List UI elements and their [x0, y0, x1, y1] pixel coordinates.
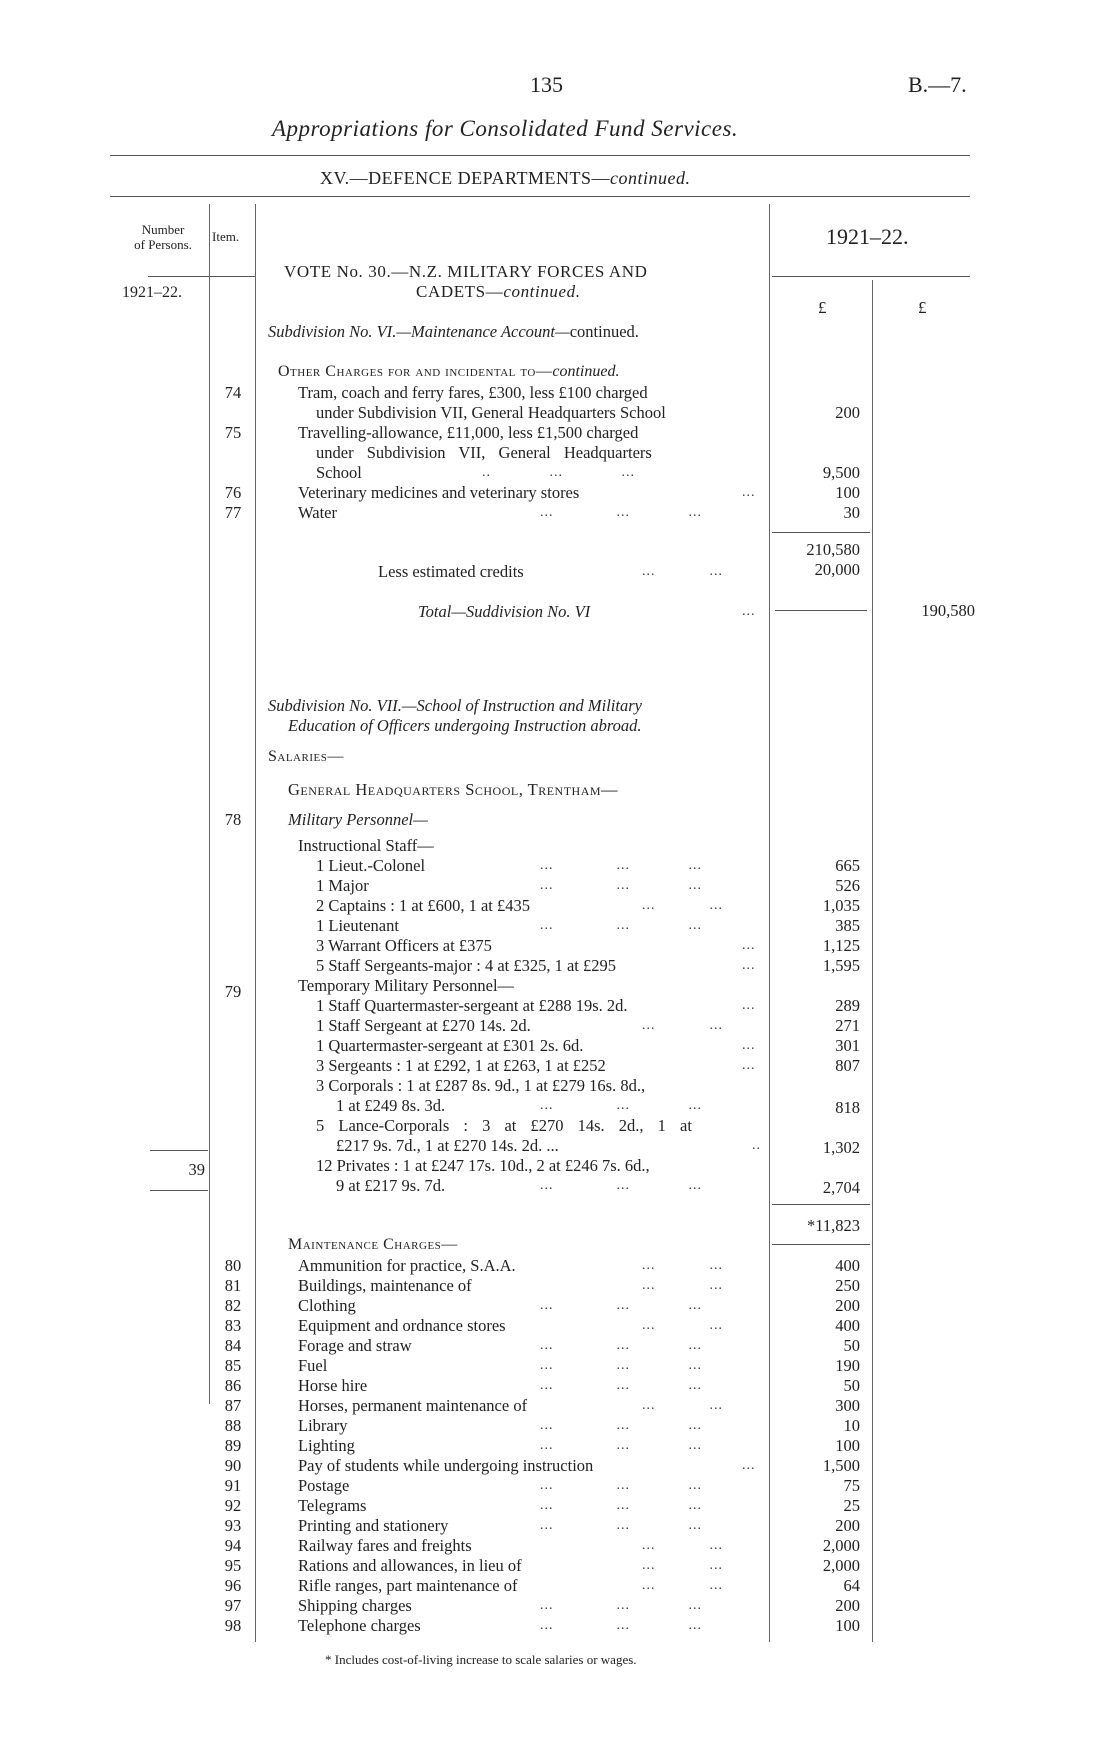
currency-label-amount: £: [818, 298, 827, 317]
temporary-amount: 807: [835, 1056, 860, 1075]
staff-amount: 1,125: [822, 936, 860, 955]
maintenance-item-description: Shipping charges: [298, 1596, 412, 1615]
maintenance-item-amount: 2,000: [822, 1536, 860, 1555]
column-divider-total: [872, 280, 873, 1642]
item-amount: 30: [843, 503, 860, 522]
maintenance-item-description: Telegrams: [298, 1496, 367, 1515]
staff-line: 2 Captains : 1 at £600, 1 at £435: [316, 896, 531, 915]
leader-dots: ... ...: [642, 1018, 723, 1033]
item-number: 85: [224, 1356, 242, 1375]
persons-total-rule-top: [150, 1150, 208, 1151]
vote-heading-line2: [416, 282, 581, 302]
vote-heading-cadets: CADETS—: [416, 282, 504, 301]
item-number: 93: [224, 1516, 242, 1535]
salaries-total-rule-bottom: [772, 1244, 870, 1245]
temporary-amount: 301: [835, 1036, 860, 1055]
leader-dots: ... ... ...: [540, 1178, 702, 1193]
vote-heading-continued: continued.: [503, 282, 581, 301]
temporary-line: 3 Sergeants : 1 at £292, 1 at £263, 1 at £252: [316, 1056, 606, 1075]
maintenance-item-description: Printing and stationery: [298, 1516, 449, 1535]
item-column-label: Item.: [212, 229, 240, 244]
year-header-rule: [772, 276, 970, 277]
leader-dots: ... ... ...: [540, 858, 702, 873]
leader-dots: ...: [742, 998, 756, 1013]
school-heading: General Headquarters School, Trentham—: [288, 780, 619, 799]
maintenance-item-description: Postage: [298, 1476, 350, 1495]
item-description-cont: School: [316, 463, 362, 482]
military-personnel-heading: Military Personnel—: [288, 810, 428, 829]
maintenance-item-description: Horses, permanent maintenance of: [298, 1396, 528, 1415]
maintenance-item-amount: 100: [835, 1436, 860, 1455]
item-number: 81: [224, 1276, 242, 1295]
page-number: 135: [530, 72, 563, 97]
maintenance-item-amount: 25: [843, 1496, 860, 1515]
subtotal-rule: [772, 532, 870, 533]
other-charges-continued: continued.: [552, 363, 620, 380]
currency-label-total: £: [918, 298, 927, 317]
item-number: 89: [224, 1436, 242, 1455]
maintenance-item-description: Library: [298, 1416, 348, 1435]
leader-dots: ...: [742, 958, 756, 973]
leader-dots: ... ... ...: [540, 1378, 702, 1393]
item-number: 97: [224, 1596, 242, 1615]
temporary-line: 1 Quartermaster-sergeant at £301 2s. 6d.: [316, 1036, 584, 1055]
persons-column-label: [118, 222, 208, 252]
leader-dots: ...: [742, 1038, 756, 1053]
leader-dots: ... ... ...: [540, 1098, 702, 1113]
maintenance-item-amount: 250: [835, 1276, 860, 1295]
column-divider-persons: [209, 204, 210, 1404]
item-number: 83: [224, 1316, 242, 1335]
subdivision-6-total-amount: 190,580: [921, 601, 975, 620]
maintenance-item-amount: 50: [843, 1376, 860, 1395]
maintenance-item-description: Fuel: [298, 1356, 328, 1375]
maintenance-item-amount: 2,000: [822, 1556, 860, 1575]
maintenance-item-amount: 10: [843, 1416, 860, 1435]
item-number: 75: [224, 423, 242, 442]
maintenance-item-amount: 64: [843, 1576, 860, 1595]
item-amount: 9,500: [822, 463, 860, 482]
persons-label-line1: Number: [141, 222, 185, 237]
column-divider-item: [255, 204, 256, 1642]
maintenance-item-description: Ammunition for practice, S.A.A.: [298, 1256, 516, 1275]
leader-dots: ... ... ...: [540, 1298, 702, 1313]
leader-dots: ... ...: [642, 1278, 723, 1293]
leader-dots: ...: [742, 604, 756, 619]
maintenance-item-amount: 400: [835, 1316, 860, 1335]
maintenance-item-description: Pay of students while undergoing instruction: [298, 1456, 594, 1475]
temporary-amount: 289: [835, 996, 860, 1015]
leader-dots: ... ... ...: [540, 1618, 702, 1633]
staff-amount: 1,595: [822, 956, 860, 975]
item-description: Tram, coach and ferry fares, £300, less £100 charged: [298, 383, 648, 402]
maintenance-item-description: Horse hire: [298, 1376, 368, 1395]
header-rule: [110, 155, 970, 156]
item-number: 74: [224, 383, 242, 402]
item-description: Water: [298, 503, 337, 522]
leader-dots: ... ... ...: [540, 1358, 702, 1373]
temporary-line: 5 Lance-Corporals : 3 at £270 14s. 2d., 1 at: [316, 1116, 692, 1135]
salaries-total: *11,823: [806, 1216, 860, 1235]
staff-line: 1 Major: [316, 876, 369, 895]
maintenance-item-amount: 75: [843, 1476, 860, 1495]
staff-amount: 665: [835, 856, 860, 875]
persons-total-rule-bottom: [150, 1190, 208, 1191]
subdivision-7-heading-line2: Education of Officers undergoing Instruction abroad.: [288, 716, 642, 735]
leader-dots: ... ...: [642, 1398, 723, 1413]
staff-amount: 526: [835, 876, 860, 895]
maintenance-item-description: Railway fares and freights: [298, 1536, 472, 1555]
staff-line: 3 Warrant Officers at £375: [316, 936, 492, 955]
leader-dots: ... ... ...: [540, 918, 702, 933]
less-credits-label: Less estimated credits: [378, 562, 524, 581]
item-number: 91: [224, 1476, 242, 1495]
item-number: 82: [224, 1296, 242, 1315]
temporary-line: 1 Staff Quartermaster-sergeant at £288 19s. 2d.: [316, 996, 628, 1015]
leader-dots: ... ... ...: [540, 1478, 702, 1493]
temporary-amount: 2,704: [822, 1178, 860, 1197]
item-description: Travelling-allowance, £11,000, less £1,500 charged: [298, 423, 639, 442]
item-number: 78: [224, 810, 242, 829]
leader-dots: ... ...: [642, 1318, 723, 1333]
item-number: 98: [224, 1616, 242, 1635]
temporary-line: 12 Privates : 1 at £247 17s. 10d., 2 at £246 7s. 6d.,: [316, 1156, 650, 1175]
other-charges-heading: [278, 363, 619, 381]
item-number: 87: [224, 1396, 242, 1415]
less-credits-amount: 20,000: [814, 560, 860, 579]
department-continued: continued.: [609, 168, 691, 188]
leader-dots: ... ... ...: [540, 505, 702, 520]
total-rule: [775, 610, 867, 611]
item-description: Veterinary medicines and veterinary stores: [298, 483, 580, 502]
leader-dots: ... ... ...: [540, 1338, 702, 1353]
leader-dots: ... ... ...: [540, 878, 702, 893]
department-heading: [320, 168, 690, 189]
item-number: 90: [224, 1456, 242, 1475]
maintenance-item-amount: 200: [835, 1516, 860, 1535]
subtotal-amount: 210,580: [806, 540, 860, 559]
department-name: XV.—DEFENCE DEPARTMENTS—: [320, 168, 610, 188]
temporary-line: 3 Corporals : 1 at £287 8s. 9d., 1 at £279 16s. 8d.,: [316, 1076, 646, 1095]
maintenance-item-amount: 300: [835, 1396, 860, 1415]
subdivision-6-heading: [268, 322, 639, 342]
maintenance-item-description: Rations and allowances, in lieu of: [298, 1556, 522, 1575]
item-number: 86: [224, 1376, 242, 1395]
persons-label-line2: of Persons.: [134, 237, 192, 252]
leader-dots: ..: [752, 1138, 761, 1153]
item-number: 79: [224, 982, 242, 1001]
leader-dots: ... ... ...: [540, 1418, 702, 1433]
temporary-line-cont: 1 at £249 8s. 3d.: [336, 1096, 446, 1115]
leader-dots: .. ... ...: [482, 465, 635, 480]
salaries-heading: Salaries—: [268, 748, 344, 765]
leader-dots: ... ... ...: [540, 1598, 702, 1613]
instructional-staff-heading: Instructional Staff—: [298, 836, 434, 855]
temporary-line-cont: 9 at £217 9s. 7d.: [336, 1176, 446, 1195]
vote-heading-line1: VOTE No. 30.—N.Z. MILITARY FORCES AND: [284, 262, 648, 281]
temporary-amount: 1,302: [822, 1138, 860, 1157]
maintenance-item-amount: 100: [835, 1616, 860, 1635]
maintenance-item-amount: 400: [835, 1256, 860, 1275]
item-number: 92: [224, 1496, 242, 1515]
document-reference: B.—7.: [908, 72, 967, 97]
leader-dots: ... ... ...: [540, 1518, 702, 1533]
footnote: * Includes cost-of-living increase to scale salaries or wages.: [325, 1652, 637, 1667]
other-charges-label: Other Charges for and incidental to—: [278, 363, 553, 380]
maintenance-item-description: Clothing: [298, 1296, 356, 1315]
item-number: 84: [224, 1336, 242, 1355]
leader-dots: ... ...: [642, 1578, 723, 1593]
maintenance-item-description: Forage and straw: [298, 1336, 412, 1355]
item-number: 80: [224, 1256, 242, 1275]
temporary-amount: 271: [835, 1016, 860, 1035]
item-number: 94: [224, 1536, 242, 1555]
temporary-line-cont: £217 9s. 7d., 1 at £270 14s. 2d. ...: [336, 1136, 559, 1155]
leader-dots: ... ... ...: [540, 1438, 702, 1453]
persons-count: 39: [188, 1160, 205, 1179]
subdivision-6-continued: continued.: [569, 322, 639, 341]
table-top-rule: [110, 196, 970, 197]
maintenance-item-description: Telephone charges: [298, 1616, 421, 1635]
maintenance-item-amount: 200: [835, 1296, 860, 1315]
item-number: 88: [224, 1416, 242, 1435]
subdivision-7-heading-line1: Subdivision No. VII.—School of Instruction and Military: [268, 696, 642, 715]
persons-header-rule: [148, 276, 255, 277]
leader-dots: ... ...: [642, 564, 723, 579]
page-title: Appropriations for Consolidated Fund Services.: [272, 116, 739, 141]
maintenance-item-description: Buildings, maintenance of: [298, 1276, 472, 1295]
leader-dots: ... ...: [642, 1258, 723, 1273]
item-description-cont: under Subdivision VII, General Headquarters: [316, 443, 652, 462]
maintenance-item-description: Lighting: [298, 1436, 355, 1455]
item-description-cont: under Subdivision VII, General Headquarters School: [316, 403, 666, 422]
item-amount: 200: [835, 403, 860, 422]
staff-line: 1 Lieut.-Colonel: [316, 856, 426, 875]
maintenance-item-amount: 1,500: [822, 1456, 860, 1475]
leader-dots: ... ... ...: [540, 1498, 702, 1513]
staff-line: 1 Lieutenant: [316, 916, 399, 935]
maintenance-item-amount: 190: [835, 1356, 860, 1375]
leader-dots: ... ...: [642, 1538, 723, 1553]
leader-dots: ... ...: [642, 898, 723, 913]
salaries-total-rule-top: [772, 1204, 870, 1205]
item-amount: 100: [835, 483, 860, 502]
temporary-line: 1 Staff Sergeant at £270 14s. 2d.: [316, 1016, 531, 1035]
maintenance-item-description: Rifle ranges, part maintenance of: [298, 1576, 518, 1595]
persons-year: 1921–22.: [122, 284, 182, 301]
subdivision-6-title: Subdivision No. VI.—Maintenance Account—: [268, 322, 570, 341]
maintenance-item-amount: 50: [843, 1336, 860, 1355]
item-number: 76: [224, 483, 242, 502]
item-number: 96: [224, 1576, 242, 1595]
maintenance-item-description: Equipment and ordnance stores: [298, 1316, 506, 1335]
staff-amount: 1,035: [822, 896, 860, 915]
maintenance-heading: Maintenance Charges—: [288, 1236, 458, 1253]
leader-dots: ...: [742, 938, 756, 953]
temporary-amount: 818: [835, 1098, 860, 1117]
staff-amount: 385: [835, 916, 860, 935]
item-number: 95: [224, 1556, 242, 1575]
leader-dots: ...: [742, 485, 756, 500]
item-number: 77: [224, 503, 242, 522]
maintenance-item-amount: 200: [835, 1596, 860, 1615]
staff-line: 5 Staff Sergeants-major : 4 at £325, 1 at £295: [316, 956, 617, 975]
subdivision-6-total-label: Total—Suddivision No. VI: [418, 602, 591, 621]
leader-dots: ...: [742, 1458, 756, 1473]
year-column-label: 1921–22.: [826, 224, 909, 249]
temporary-personnel-heading: Temporary Military Personnel—: [298, 976, 515, 995]
leader-dots: ... ...: [642, 1558, 723, 1573]
leader-dots: ...: [742, 1058, 756, 1073]
